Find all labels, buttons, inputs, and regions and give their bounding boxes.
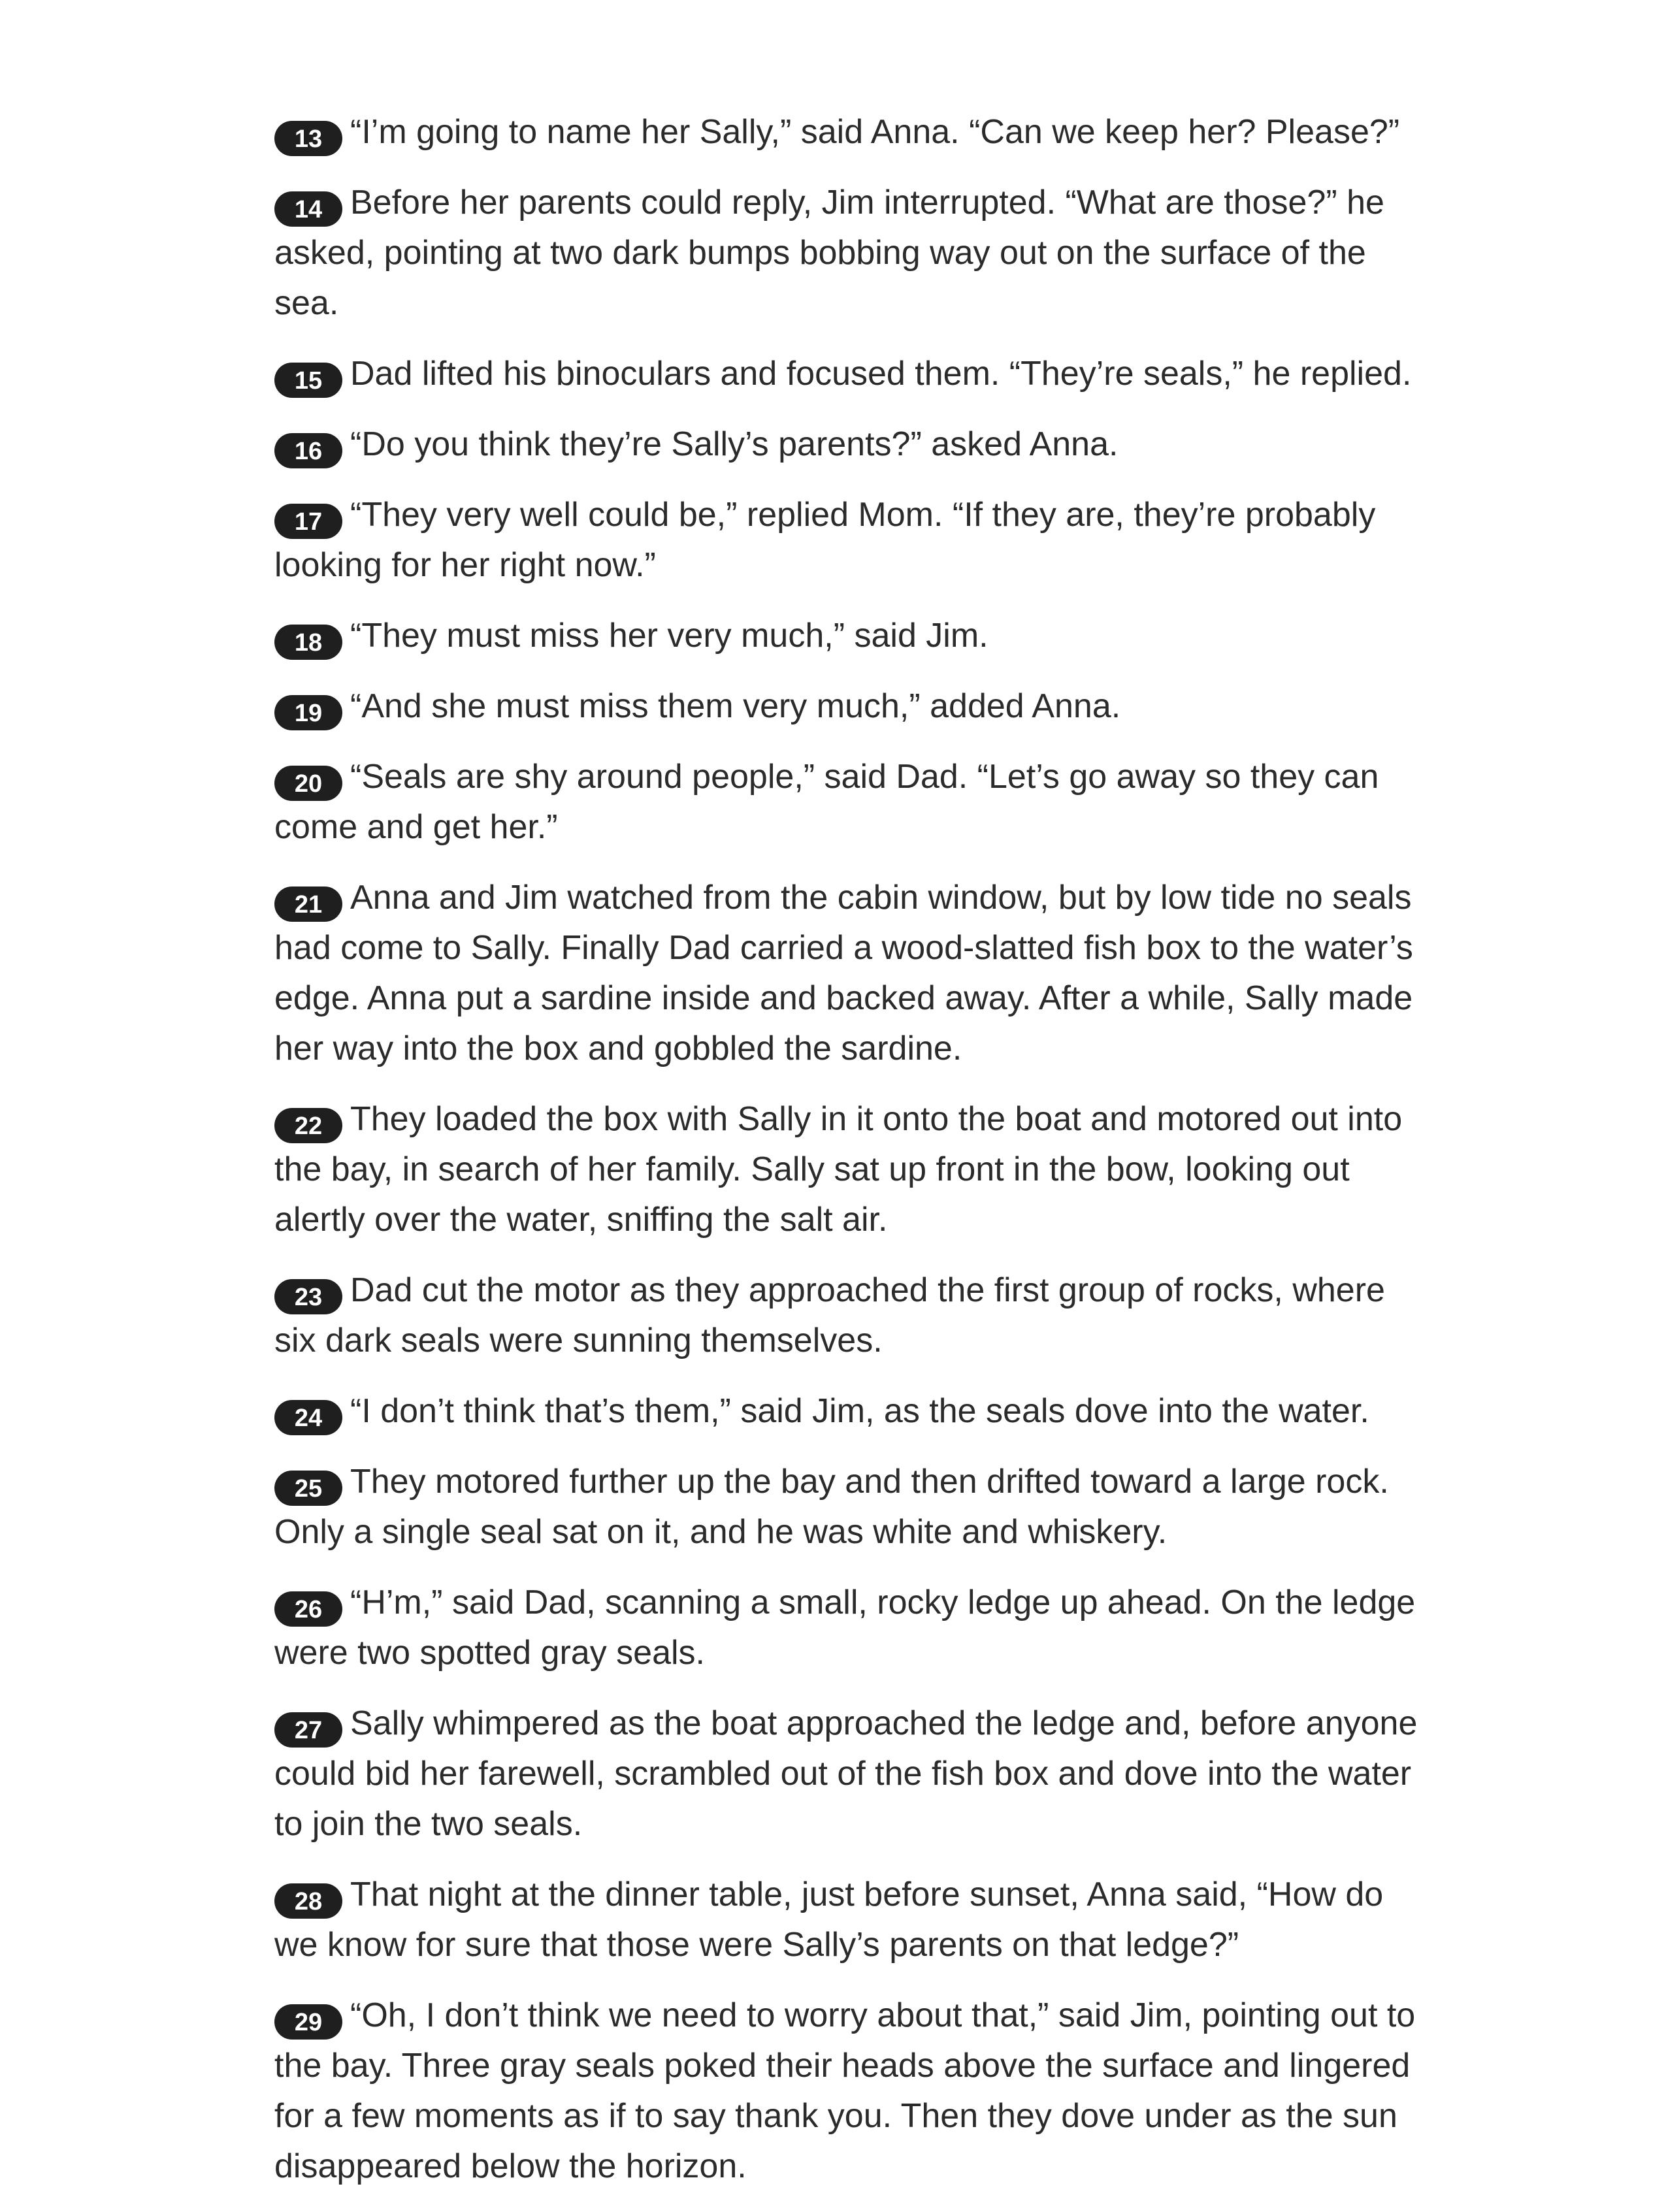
paragraph-number-badge: 27 xyxy=(274,1712,342,1748)
paragraph-number-badge: 17 xyxy=(274,504,342,539)
paragraph-number-badge: 23 xyxy=(274,1279,342,1314)
paragraph-number-badge: 18 xyxy=(274,625,342,660)
paragraph-number-badge: 16 xyxy=(274,433,342,468)
paragraph-25 xyxy=(274,1457,1431,1557)
paragraph-text: “I don’t think that’s them,” said Jim, as the seals dove into the water. xyxy=(350,1392,1369,1430)
paragraph-15 xyxy=(274,349,1431,399)
paragraph-text: “They must miss her very much,” said Jim. xyxy=(350,617,988,655)
paragraph-text: That night at the dinner table, just before sunset, Anna said, “How do we know for sure that those were Sally’s parents on that ledge?” xyxy=(274,1876,1384,1964)
paragraph-18 xyxy=(274,611,1431,661)
paragraph-text: Sally whimpered as the boat approached the ledge and, before anyone could bid her farewell, scrambled out of the fish box and dove into the water to join the two seals. xyxy=(274,1704,1418,1843)
story-text xyxy=(274,107,1431,2212)
paragraph-number-badge: 26 xyxy=(274,1591,342,1627)
paragraph-text: “Do you think they’re Sally’s parents?” asked Anna. xyxy=(350,425,1119,463)
paragraph-number-badge: 22 xyxy=(274,1108,342,1143)
paragraph-text: “They very well could be,” replied Mom. “If they are, they’re probably looking for her right now.” xyxy=(274,496,1376,584)
paragraph-number-badge: 15 xyxy=(274,363,342,398)
paragraph-29 xyxy=(274,1991,1431,2192)
paragraph-17 xyxy=(274,490,1431,591)
paragraph-number-badge: 21 xyxy=(274,886,342,922)
paragraph-number-badge: 19 xyxy=(274,695,342,730)
paragraph-27 xyxy=(274,1699,1431,1849)
paragraph-text: Dad cut the motor as they approached the first group of rocks, where six dark seals were sunning themselves. xyxy=(274,1271,1385,1359)
paragraph-number-badge: 14 xyxy=(274,191,342,227)
paragraph-28 xyxy=(274,1870,1431,1970)
paragraph-text: They loaded the box with Sally in it onto the boat and motored out into the bay, in search of her family. Sally sat up front in the bow, looking out alertly over the water, sniffing the salt air. xyxy=(274,1100,1403,1239)
paragraph-14 xyxy=(274,178,1431,329)
paragraph-21 xyxy=(274,873,1431,1074)
paragraph-text: Anna and Jim watched from the cabin window, but by low tide no seals had come to Sally. Finally Dad carried a wood-slatted fish box to the water’s edge. Anna put a sardine inside and backed away. After a while, Sally made her way into the box and gobbled the sardine. xyxy=(274,879,1413,1067)
paragraph-19 xyxy=(274,681,1431,732)
paragraph-number-badge: 24 xyxy=(274,1400,342,1435)
paragraph-number-badge: 25 xyxy=(274,1471,342,1506)
paragraph-13 xyxy=(274,107,1431,157)
paragraph-24 xyxy=(274,1386,1431,1437)
paragraph-26 xyxy=(274,1578,1431,1678)
paragraph-22 xyxy=(274,1094,1431,1245)
paragraph-text: “And she must miss them very much,” added Anna. xyxy=(350,687,1121,725)
paragraph-text: Before her parents could reply, Jim interrupted. “What are those?” he asked, pointing at two dark bumps bobbing way out on the surface of the sea. xyxy=(274,184,1384,322)
paragraph-text: “Seals are shy around people,” said Dad. “Let’s go away so they can come and get her.” xyxy=(274,758,1379,846)
paragraph-text: “H’m,” said Dad, scanning a small, rocky ledge up ahead. On the ledge were two spotted gray seals. xyxy=(274,1584,1416,1672)
paragraph-16 xyxy=(274,419,1431,470)
paragraph-text: They motored further up the bay and then drifted toward a large rock. Only a single seal sat on it, and he was white and whiskery. xyxy=(274,1463,1389,1551)
paragraph-20 xyxy=(274,752,1431,853)
paragraph-number-badge: 28 xyxy=(274,1883,342,1919)
paragraph-23 xyxy=(274,1265,1431,1366)
paragraph-text: “I’m going to name her Sally,” said Anna. “Can we keep her? Please?” xyxy=(350,113,1400,151)
paragraph-number-badge: 13 xyxy=(274,121,342,156)
paragraph-text: Dad lifted his binoculars and focused them. “They’re seals,” he replied. xyxy=(350,355,1412,393)
paragraph-text: “Oh, I don’t think we need to worry about that,” said Jim, pointing out to the bay. Three gray seals poked their heads above the surface and lingered for a few moments as if to say thank you. Then they dove under as the sun disappeared below the horizon. xyxy=(274,1996,1416,2185)
paragraph-number-badge: 29 xyxy=(274,2004,342,2040)
paragraph-number-badge: 20 xyxy=(274,766,342,801)
